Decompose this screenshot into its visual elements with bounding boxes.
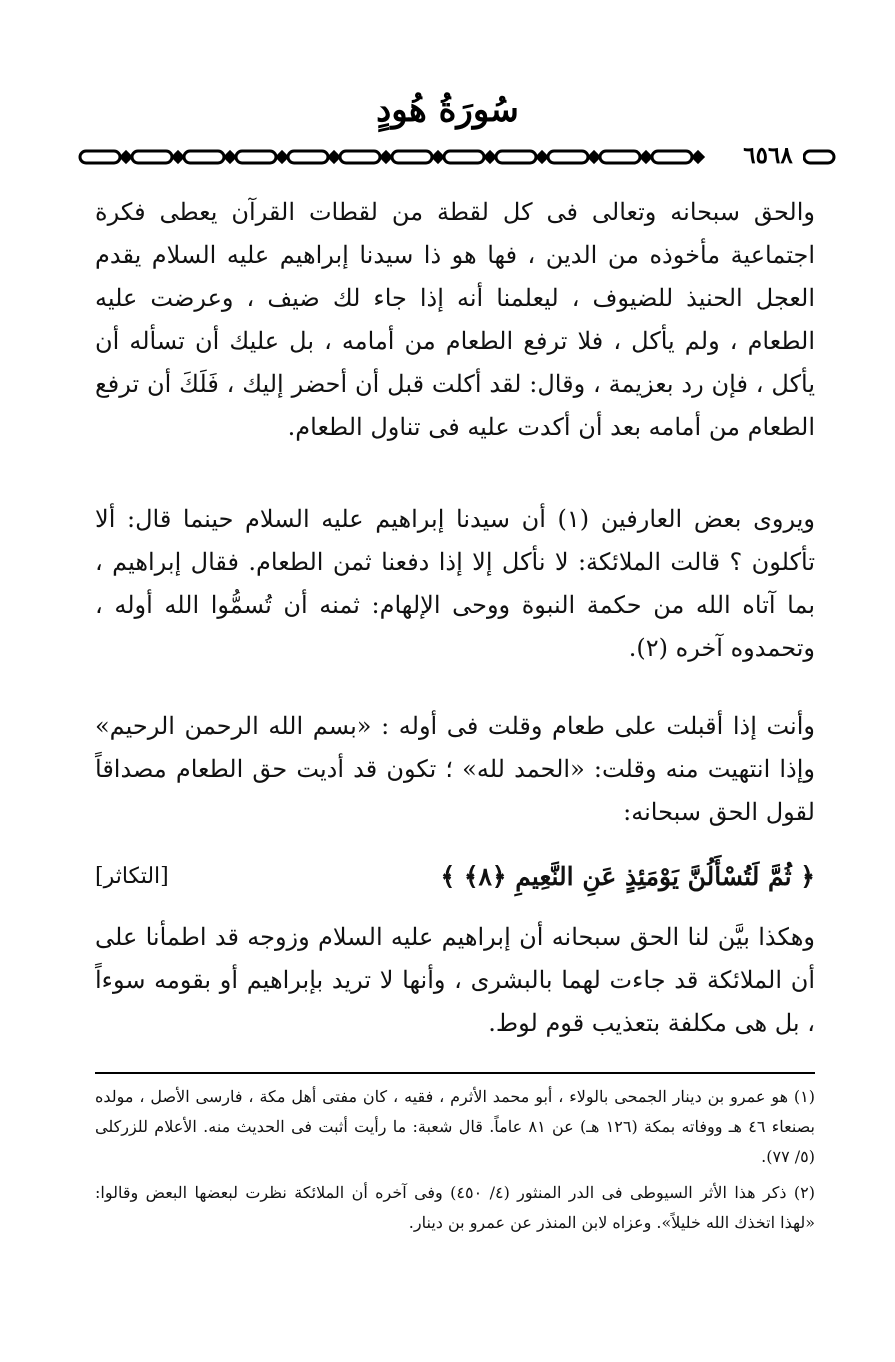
chain-diamond [381, 152, 391, 162]
chain-diamond [537, 152, 547, 162]
chain-link [236, 151, 276, 163]
chain-diamond [277, 152, 287, 162]
chain-diamond [589, 152, 599, 162]
footnote-divider [95, 1072, 815, 1074]
paragraph-3: وأنت إذا أقبلت على طعام وقلت فى أوله : «بسم الله الرحمن الرحيم» وإذا انتهيت منه وقلت: «الحمد لله» ؛ تكون قد أديت حق الطعام مصداقاً لقول الحق سبحانه: [95, 712, 815, 826]
chain-link [288, 151, 328, 163]
chain-diamond [693, 152, 703, 162]
quran-verse: ﴿ ثُمَّ لَتُسْأَلُنَّ يَوْمَئِذٍ عَنِ النَّعِيمِ ﴿٨﴾ ﴾ [440, 862, 815, 891]
chain-link [652, 151, 692, 163]
footnote-2: (٢) ذكر هذا الأثر السيوطى فى الدر المنثور (٤/ ٤٥٠) وفى آخره أن الملائكة نظرت لبعضها البعض وقالوا: «لهذا اتخذك الله خليلاً». وعزاه لابن المنذر عن عمرو بن دينار. [95, 1183, 816, 1232]
chain-diamond [485, 152, 495, 162]
chain-link [600, 151, 640, 163]
chain-link [184, 151, 224, 163]
page-number: ٦٥٦٨ [733, 143, 803, 169]
chain-diamond [225, 152, 235, 162]
chain-diamond [121, 152, 131, 162]
chain-link [496, 151, 536, 163]
chain-diamond [173, 152, 183, 162]
chain-link [392, 151, 432, 163]
chain-diamond [641, 152, 651, 162]
chain-link [80, 151, 120, 163]
chain-link [548, 151, 588, 163]
paragraph-4: وهكذا بيَّن لنا الحق سبحانه أن إبراهيم عليه السلام وزوجه قد اطمأنا على أن الملائكة قد جاءت لهما بالبشرى ، وأنها لا تريد بإبراهيم أو بقومه سوءاً ، بل هى مكلفة بتعذيب قوم لوط. [95, 923, 815, 1037]
chain-link [444, 151, 484, 163]
chain-link [340, 151, 380, 163]
chain-diamond [433, 152, 443, 162]
chain-link [132, 151, 172, 163]
chain-link [804, 151, 834, 163]
paragraph-2: ويروى بعض العارفين (١) أن سيدنا إبراهيم عليه السلام حينما قال: ألا تأكلون ؟ قالت الملائكة: لا نأكل إلا إذا دفعنا ثمن الطعام. فقال إبراهيم ، بما آتاه الله من حكمة النبوة ووحى الإلهام: ثمنه أن تُسمُّوا الله أوله ، وتحمدوه آخره (٢). [95, 505, 816, 662]
quran-verse-row [95, 855, 815, 899]
footnotes [95, 1082, 815, 1238]
ornamental-header-rule [78, 144, 838, 170]
surah-title: سُورَةُ هُودٍ [376, 90, 519, 130]
verse-reference: [التكاثر] [95, 864, 169, 889]
chain-diamond [329, 152, 339, 162]
paragraph-1: والحق سبحانه وتعالى فى كل لقطة من لقطات القرآن يعطى فكرة اجتماعية مأخوذه من الدين ، فها هو ذا سيدنا إبراهيم عليه السلام يقدم العجل الحنيذ للضيوف ، ليعلمنا أنه إذا جاء لك ضيف ، وعرضت عليه الطعام ، ولم يأكل ، فلا ترفع الطعام من أمامه ، بل عليك أن تسأله أن يأكل ، فإن رد بعزيمة ، وقال: لقد أكلت قبل أن أحضر إليك ، فَلَكَ أن ترفع الطعام من أمامه بعد أن أكدت عليه فى تناول الطعام. [95, 198, 815, 441]
footnote-1: (١) هو عمرو بن دينار الجمحى بالولاء ، أبو محمد الأثرم ، فقيه ، كان مفتى أهل مكة ، فارسى الأصل ، مولده بصنعاء ٤٦ هـ ووفاته بمكة (١٢٦ هـ) عن ٨١ عاماً. قال شعبة: ما رأيت أثبت فى الحديث منه. الأعلام للزركلى (٥/ ٧٧). [95, 1087, 816, 1166]
